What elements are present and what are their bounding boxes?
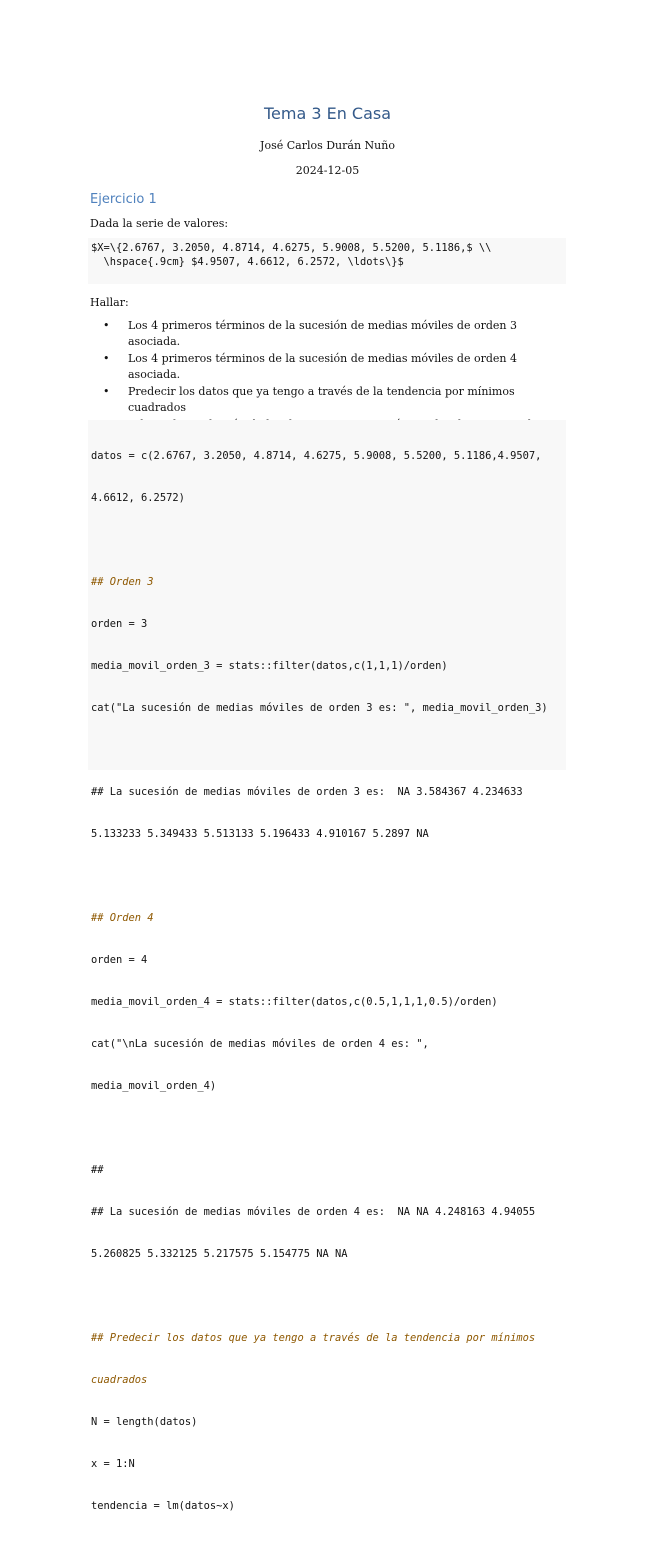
code-output: ## La sucesión de medias móviles de orden 3 es: NA 3.584367 4.234633 — [91, 786, 523, 798]
code-output: 5.260825 5.332125 5.217575 5.154775 NA NA — [91, 1248, 348, 1260]
code-gap — [91, 743, 548, 757]
code-gap — [91, 869, 548, 883]
math-line: $X=\{2.6767, 3.2050, 4.8714, 4.6275, 5.9008, 5.5200, 5.1186,$ \\ — [91, 242, 492, 254]
code-output: 5.133233 5.349433 5.513133 5.196433 4.910167 5.2897 NA — [91, 828, 429, 840]
code-line: 4.6612, 6.2572) — [91, 492, 185, 504]
code-comment: ## Predecir los datos que ya tengo a través de la tendencia por mínimos — [91, 1332, 536, 1344]
math-code-block — [88, 238, 566, 284]
code-line: orden = 4 — [91, 954, 148, 966]
code-gap — [91, 533, 548, 547]
document-date: 2024-12-05 — [295, 164, 360, 177]
task-item: • Los 4 primeros términos de la sucesión de medias móviles de orden 3 asociada. — [100, 318, 570, 350]
code-gap — [91, 1121, 548, 1135]
intro-text: Dada la serie de valores: — [90, 217, 229, 230]
code-line: cat("La sucesión de medias móviles de orden 3 es: ", media_movil_orden_3) — [91, 702, 548, 714]
math-line: \hspace{.9cm} $4.9507, 4.6612, 6.2572, \ldots\}$ — [91, 256, 404, 268]
code-gap — [91, 1289, 548, 1303]
math-source — [91, 241, 491, 269]
document-author: José Carlos Durán Nuño — [260, 139, 395, 152]
task-item: • Predecir los datos que ya tengo a través de la tendencia por mínimos cuadrados — [100, 384, 570, 416]
code-line: x = 1:N — [91, 1458, 135, 1470]
code-comment: cuadrados — [91, 1374, 148, 1386]
code-line: orden = 3 — [91, 618, 148, 630]
section-heading: Ejercicio 1 — [90, 192, 157, 207]
code-output: ## — [91, 1164, 104, 1176]
code-line: N = length(datos) — [91, 1416, 198, 1428]
document-title: Tema 3 En Casa — [263, 104, 392, 123]
code-line: tendencia = lm(datos~x) — [91, 1500, 235, 1512]
hallar-text: Hallar: — [90, 296, 129, 309]
r-code-block — [88, 420, 566, 1512]
code-output: ## La sucesión de medias móviles de orden 4 es: NA NA 4.248163 4.94055 — [91, 1206, 536, 1218]
code-line: datos = c(2.6767, 3.2050, 4.8714, 4.6275, 5.9008, 5.5200, 5.1186,4.9507, — [91, 450, 542, 462]
code-line: media_movil_orden_4) — [91, 1080, 217, 1092]
code-comment: ## Orden 4 — [91, 912, 154, 924]
code-comment: ## Orden 3 — [91, 576, 154, 588]
code-line: media_movil_orden_3 = stats::filter(datos,c(1,1,1)/orden) — [91, 660, 448, 672]
task-item: • Los 4 primeros términos de la sucesión de medias móviles de orden 4 asociada. — [100, 351, 570, 383]
code-line: cat("\nLa sucesión de medias móviles de orden 4 es: ", — [91, 1038, 429, 1050]
r-code — [91, 421, 548, 1541]
code-line: media_movil_orden_4 = stats::filter(datos,c(0.5,1,1,1,0.5)/orden) — [91, 996, 498, 1008]
